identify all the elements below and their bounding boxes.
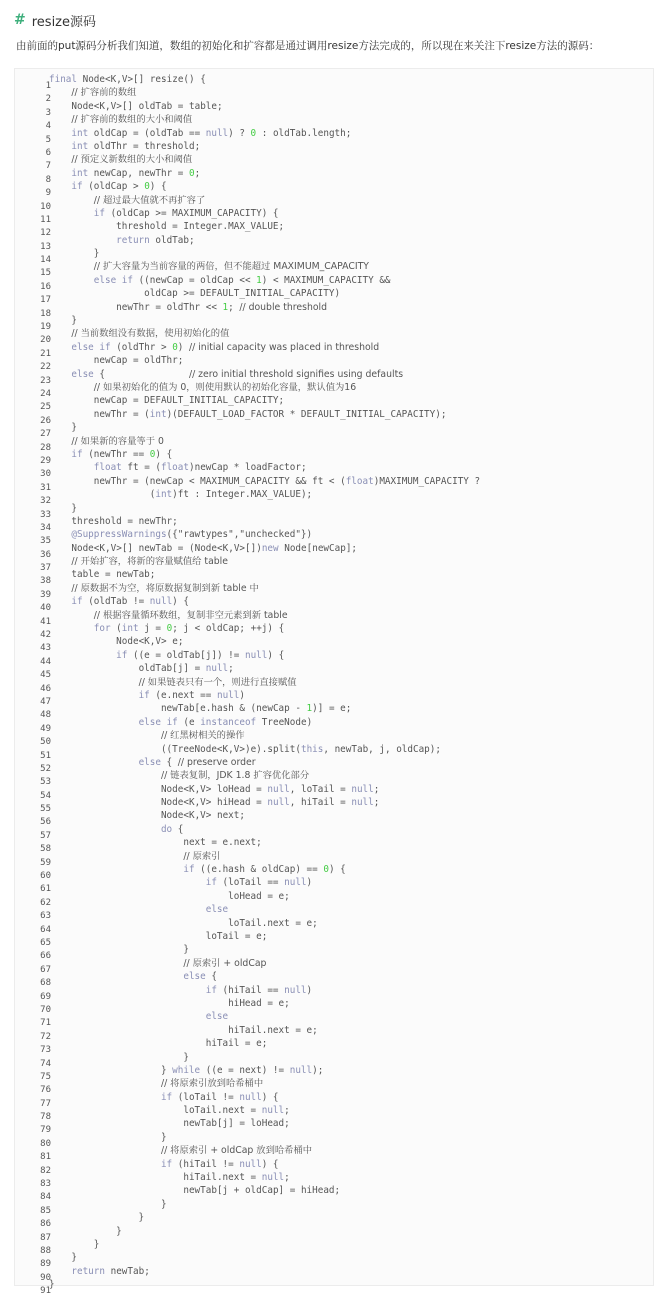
code-line: newTab[j + oldCap] = hiHead; bbox=[183, 1185, 341, 1197]
code-line: } bbox=[49, 248, 100, 260]
line-number: 25 bbox=[40, 402, 51, 413]
code-line: else if ((newCap = oldCap << 1) < MAXIMUM_CAPACITY && bbox=[93, 274, 391, 286]
code-line: Node<K,V> loHead = null, loTail = null; bbox=[160, 783, 380, 795]
code-line: if (loTail != null) { bbox=[160, 1091, 279, 1103]
line-number: 34 bbox=[40, 522, 51, 533]
code-line: oldTab[j] = null; bbox=[138, 663, 234, 675]
line-number: 63 bbox=[40, 911, 51, 922]
line-number: 41 bbox=[40, 616, 51, 627]
code-line: // 扩容前的数组 bbox=[71, 87, 137, 99]
line-number: 27 bbox=[40, 429, 51, 440]
code-line: } bbox=[49, 1198, 167, 1210]
line-number: 78 bbox=[40, 1112, 51, 1123]
line-number: 36 bbox=[40, 549, 51, 560]
code-line: newThr = (int)(DEFAULT_LOAD_FACTOR * DEFAULT_INITIAL_CAPACITY); bbox=[93, 408, 447, 420]
line-number: 68 bbox=[40, 978, 51, 989]
code-line: if (newThr == 0) { bbox=[71, 448, 173, 460]
line-number: 62 bbox=[40, 897, 51, 908]
line-number: 1 bbox=[45, 81, 51, 91]
line-number: 22 bbox=[40, 362, 51, 373]
line-number: 49 bbox=[40, 723, 51, 734]
line-number: 66 bbox=[40, 951, 51, 962]
line-number: 13 bbox=[40, 241, 51, 252]
code-line: if (loTail == null) bbox=[205, 877, 313, 889]
code-line: do { bbox=[160, 823, 184, 835]
line-number: 7 bbox=[45, 161, 51, 172]
code-line: Node<K,V>[] newTab = (Node<K,V>[])new Node[newCap]; bbox=[71, 542, 358, 554]
code-line: next = e.next; bbox=[183, 837, 262, 849]
code-line: threshold = Integer.MAX_VALUE; bbox=[116, 221, 285, 233]
line-number: 85 bbox=[40, 1205, 51, 1216]
code-line: // 扩容前的数组的大小和阈值 bbox=[71, 114, 193, 126]
line-number: 58 bbox=[40, 844, 51, 855]
code-line: else bbox=[205, 1011, 229, 1023]
line-number: 79 bbox=[40, 1125, 51, 1136]
line-number: 9 bbox=[45, 188, 51, 199]
line-number: 5 bbox=[45, 134, 51, 145]
code-line: ((TreeNode<K,V>)e).split(this, newTab, j, oldCap); bbox=[49, 743, 441, 755]
code-line: // 原索引 + oldCap bbox=[183, 957, 267, 969]
line-number: 89 bbox=[40, 1259, 51, 1270]
code-line: // 将原索引放到哈希桶中 bbox=[160, 1078, 264, 1090]
line-number: 86 bbox=[40, 1219, 51, 1230]
intro-paragraph: 由前面的put源码分析我们知道，数组的初始化和扩容都是通过调用resize方法完成的，所以现在来关注下resize方法的源码： bbox=[16, 40, 600, 52]
code-line: // 红黑树相关的操作 bbox=[160, 730, 245, 742]
code-line: // 根据容量循环数组，复制非空元素到新 table bbox=[93, 609, 288, 621]
code-line: } bbox=[49, 1051, 189, 1063]
code-line: } bbox=[49, 1252, 77, 1264]
line-number: 60 bbox=[40, 871, 51, 882]
line-number: 88 bbox=[40, 1245, 51, 1256]
code-line: } bbox=[49, 502, 77, 514]
code-line: else { // preserve order bbox=[138, 756, 256, 768]
code-line: hiTail.next = null; bbox=[183, 1172, 290, 1184]
line-number: 15 bbox=[40, 268, 51, 279]
code-line: } while ((e = next) != null); bbox=[49, 1064, 324, 1076]
line-number: 82 bbox=[40, 1165, 51, 1176]
code-line: // 原索引 bbox=[183, 850, 221, 862]
code-line: // 预定义新数组的大小和阈值 bbox=[71, 154, 193, 166]
line-number: 56 bbox=[40, 817, 51, 828]
line-number: 23 bbox=[40, 375, 51, 386]
line-number: 83 bbox=[40, 1179, 51, 1190]
line-number: 90 bbox=[40, 1272, 51, 1283]
code-line: else if (oldThr > 0) // initial capacity was placed in threshold bbox=[71, 341, 380, 353]
line-number: 80 bbox=[40, 1138, 51, 1149]
line-number: 12 bbox=[40, 228, 51, 239]
line-number: 76 bbox=[40, 1085, 51, 1096]
line-number: 6 bbox=[45, 147, 51, 158]
line-number: 21 bbox=[40, 348, 51, 359]
line-number: 32 bbox=[40, 496, 51, 507]
code-line: // 开始扩容，将新的容量赋值给 table bbox=[71, 556, 228, 568]
line-number: 20 bbox=[40, 335, 51, 346]
line-number: 18 bbox=[40, 308, 51, 319]
code-line: // 如果新的容量等于 0 bbox=[71, 435, 164, 447]
line-number: 57 bbox=[40, 830, 51, 841]
line-number: 47 bbox=[40, 696, 51, 707]
code-line: } bbox=[49, 1279, 55, 1291]
line-number: 39 bbox=[40, 589, 51, 600]
line-number: 38 bbox=[40, 576, 51, 587]
code-line: else { // zero initial threshold signifies using defaults bbox=[71, 368, 404, 380]
code-line: newTab[e.hash & (newCap - 1)] = e; bbox=[160, 703, 352, 715]
line-number: 14 bbox=[40, 255, 51, 266]
line-number: 31 bbox=[40, 482, 51, 493]
line-number: 44 bbox=[40, 656, 51, 667]
code-line: int newCap, newThr = 0; bbox=[71, 167, 201, 179]
line-number: 87 bbox=[40, 1232, 51, 1243]
code-line: int oldCap = (oldTab == null) ? 0 : oldTab.length; bbox=[71, 127, 352, 139]
code-line: return oldTab; bbox=[116, 234, 195, 246]
line-number: 72 bbox=[40, 1031, 51, 1042]
line-number: 19 bbox=[40, 322, 51, 333]
line-number: 67 bbox=[40, 964, 51, 975]
code-line: if (hiTail != null) { bbox=[160, 1158, 279, 1170]
code-line: // 链表复制，JDK 1.8 扩容优化部分 bbox=[160, 770, 310, 782]
code-line: newThr = oldThr << 1; // double threshold bbox=[116, 301, 328, 313]
code-line: loTail = e; bbox=[205, 931, 268, 942]
code-line: loTail.next = null; bbox=[183, 1105, 290, 1117]
line-number: 11 bbox=[40, 214, 51, 225]
section-heading bbox=[14, 10, 96, 30]
code-line: return newTab; bbox=[71, 1265, 150, 1277]
code-line: newCap = DEFAULT_INITIAL_CAPACITY; bbox=[93, 395, 285, 407]
line-number: 71 bbox=[40, 1018, 51, 1029]
line-number: 52 bbox=[40, 763, 51, 774]
code-line: } bbox=[49, 944, 189, 956]
code-line: // 当前数组没有数据，使用初始化的值 bbox=[71, 328, 230, 340]
code-line: } bbox=[49, 422, 77, 434]
code-line: if (oldTab != null) { bbox=[71, 596, 189, 608]
line-number: 61 bbox=[40, 884, 51, 895]
code-line: // 将原索引 + oldCap 放到哈希桶中 bbox=[160, 1145, 313, 1157]
code-line: oldCap >= DEFAULT_INITIAL_CAPACITY) bbox=[144, 288, 341, 300]
line-number: 26 bbox=[40, 415, 51, 426]
line-number: 29 bbox=[40, 455, 51, 466]
line-number: 16 bbox=[40, 281, 51, 292]
code-line: } bbox=[49, 1238, 100, 1250]
code-line: newThr = (newCap < MAXIMUM_CAPACITY && ft < (float)MAXIMUM_CAPACITY ? bbox=[93, 475, 481, 487]
heading-title: resize源码 bbox=[31, 14, 96, 30]
line-number: 54 bbox=[40, 790, 51, 801]
line-number: 75 bbox=[40, 1071, 51, 1082]
code-line: if (hiTail == null) bbox=[205, 984, 313, 996]
line-number: 24 bbox=[40, 388, 51, 399]
line-number: 33 bbox=[40, 509, 51, 520]
line-number: 40 bbox=[40, 603, 51, 614]
code-line: loHead = e; bbox=[228, 890, 290, 902]
code-line: if (oldCap > 0) { bbox=[71, 181, 167, 193]
line-number: 74 bbox=[40, 1058, 51, 1069]
code-line: else { bbox=[183, 971, 217, 983]
code-line: } bbox=[49, 1131, 167, 1143]
heading-hash-anchor[interactable]: # bbox=[14, 12, 26, 28]
code-line: float ft = (float)newCap * loadFactor; bbox=[93, 462, 307, 474]
line-number: 10 bbox=[40, 201, 51, 212]
line-number: 43 bbox=[40, 643, 51, 654]
code-line: else if (e instanceof TreeNode) bbox=[138, 716, 313, 728]
code-line: } bbox=[49, 1225, 122, 1237]
code-line: // 超过最大值就不再扩容了 bbox=[93, 194, 206, 206]
code-line: @SuppressWarnings({"rawtypes","unchecked"}) bbox=[71, 529, 313, 541]
line-number: 77 bbox=[40, 1098, 51, 1109]
code-line: if (e.next == null) bbox=[138, 689, 245, 701]
code-line: Node<K,V> hiHead = null, hiTail = null; bbox=[160, 797, 380, 809]
line-number: 55 bbox=[40, 804, 51, 815]
code-line: // 原数据不为空，将原数据复制到新 table 中 bbox=[71, 582, 259, 594]
line-number: 45 bbox=[40, 670, 51, 681]
code-line: threshold = newThr; bbox=[71, 515, 178, 527]
line-number: 91 bbox=[40, 1286, 51, 1297]
line-number: 53 bbox=[40, 777, 51, 788]
code-line: if ((e.hash & oldCap) == 0) { bbox=[183, 864, 346, 876]
code-block bbox=[14, 68, 654, 1297]
code-line: newTab[j] = loHead; bbox=[183, 1118, 290, 1130]
line-number: 35 bbox=[40, 536, 51, 547]
line-number: 50 bbox=[40, 737, 51, 748]
line-number: 37 bbox=[40, 563, 51, 574]
code-content bbox=[49, 73, 480, 1292]
line-number: 8 bbox=[45, 174, 51, 185]
line-number: 81 bbox=[40, 1152, 51, 1163]
line-number: 42 bbox=[40, 630, 51, 641]
line-number: 30 bbox=[40, 469, 51, 480]
line-number: 51 bbox=[40, 750, 51, 761]
code-line: table = newTab; bbox=[71, 569, 156, 581]
line-number: 3 bbox=[45, 107, 51, 118]
code-line: Node<K,V>[] oldTab = table; bbox=[71, 100, 223, 112]
code-line: newCap = oldThr; bbox=[93, 355, 184, 367]
line-number: 46 bbox=[40, 683, 51, 694]
line-number: 70 bbox=[40, 1004, 51, 1015]
code-line: hiTail.next = e; bbox=[228, 1024, 318, 1036]
line-number: 28 bbox=[40, 442, 51, 453]
line-number: 2 bbox=[45, 94, 51, 105]
code-line: } bbox=[49, 315, 77, 327]
line-number: 64 bbox=[40, 924, 51, 935]
code-line: if (oldCap >= MAXIMUM_CAPACITY) { bbox=[93, 207, 279, 219]
code-line: // 扩大容量为当前容量的两倍，但不能超过 MAXIMUM_CAPACITY bbox=[93, 261, 369, 273]
code-line: Node<K,V> e; bbox=[116, 636, 184, 648]
code-line: } bbox=[49, 1212, 145, 1224]
code-line: Node<K,V> next; bbox=[160, 810, 245, 822]
code-line: int oldThr = threshold; bbox=[71, 140, 201, 152]
line-number: 4 bbox=[45, 121, 51, 132]
code-line: final Node<K,V>[] resize() { bbox=[49, 74, 206, 85]
code-line: // 如果初始化的值为 0，则使用默认的初始化容量，默认值为16 bbox=[93, 381, 357, 393]
code-line: // 如果链表只有一个，则进行直接赋值 bbox=[138, 676, 297, 688]
code-line: if ((e = oldTab[j]) != null) { bbox=[116, 649, 285, 661]
line-number: 65 bbox=[40, 938, 51, 948]
code-line: (int)ft : Integer.MAX_VALUE); bbox=[49, 489, 313, 501]
line-number: 73 bbox=[40, 1045, 51, 1056]
line-numbers bbox=[15, 80, 51, 1299]
line-number: 59 bbox=[40, 857, 51, 868]
code-line: else bbox=[205, 904, 229, 916]
line-number: 69 bbox=[40, 991, 51, 1002]
line-number: 17 bbox=[40, 295, 51, 306]
code-line: hiTail = e; bbox=[205, 1038, 268, 1050]
line-number: 48 bbox=[40, 710, 51, 721]
line-number: 84 bbox=[40, 1192, 51, 1203]
code-line: loTail.next = e; bbox=[228, 917, 318, 929]
code-line: hiHead = e; bbox=[228, 997, 290, 1009]
code-line: for (int j = 0; j < oldCap; ++j) { bbox=[93, 623, 285, 635]
